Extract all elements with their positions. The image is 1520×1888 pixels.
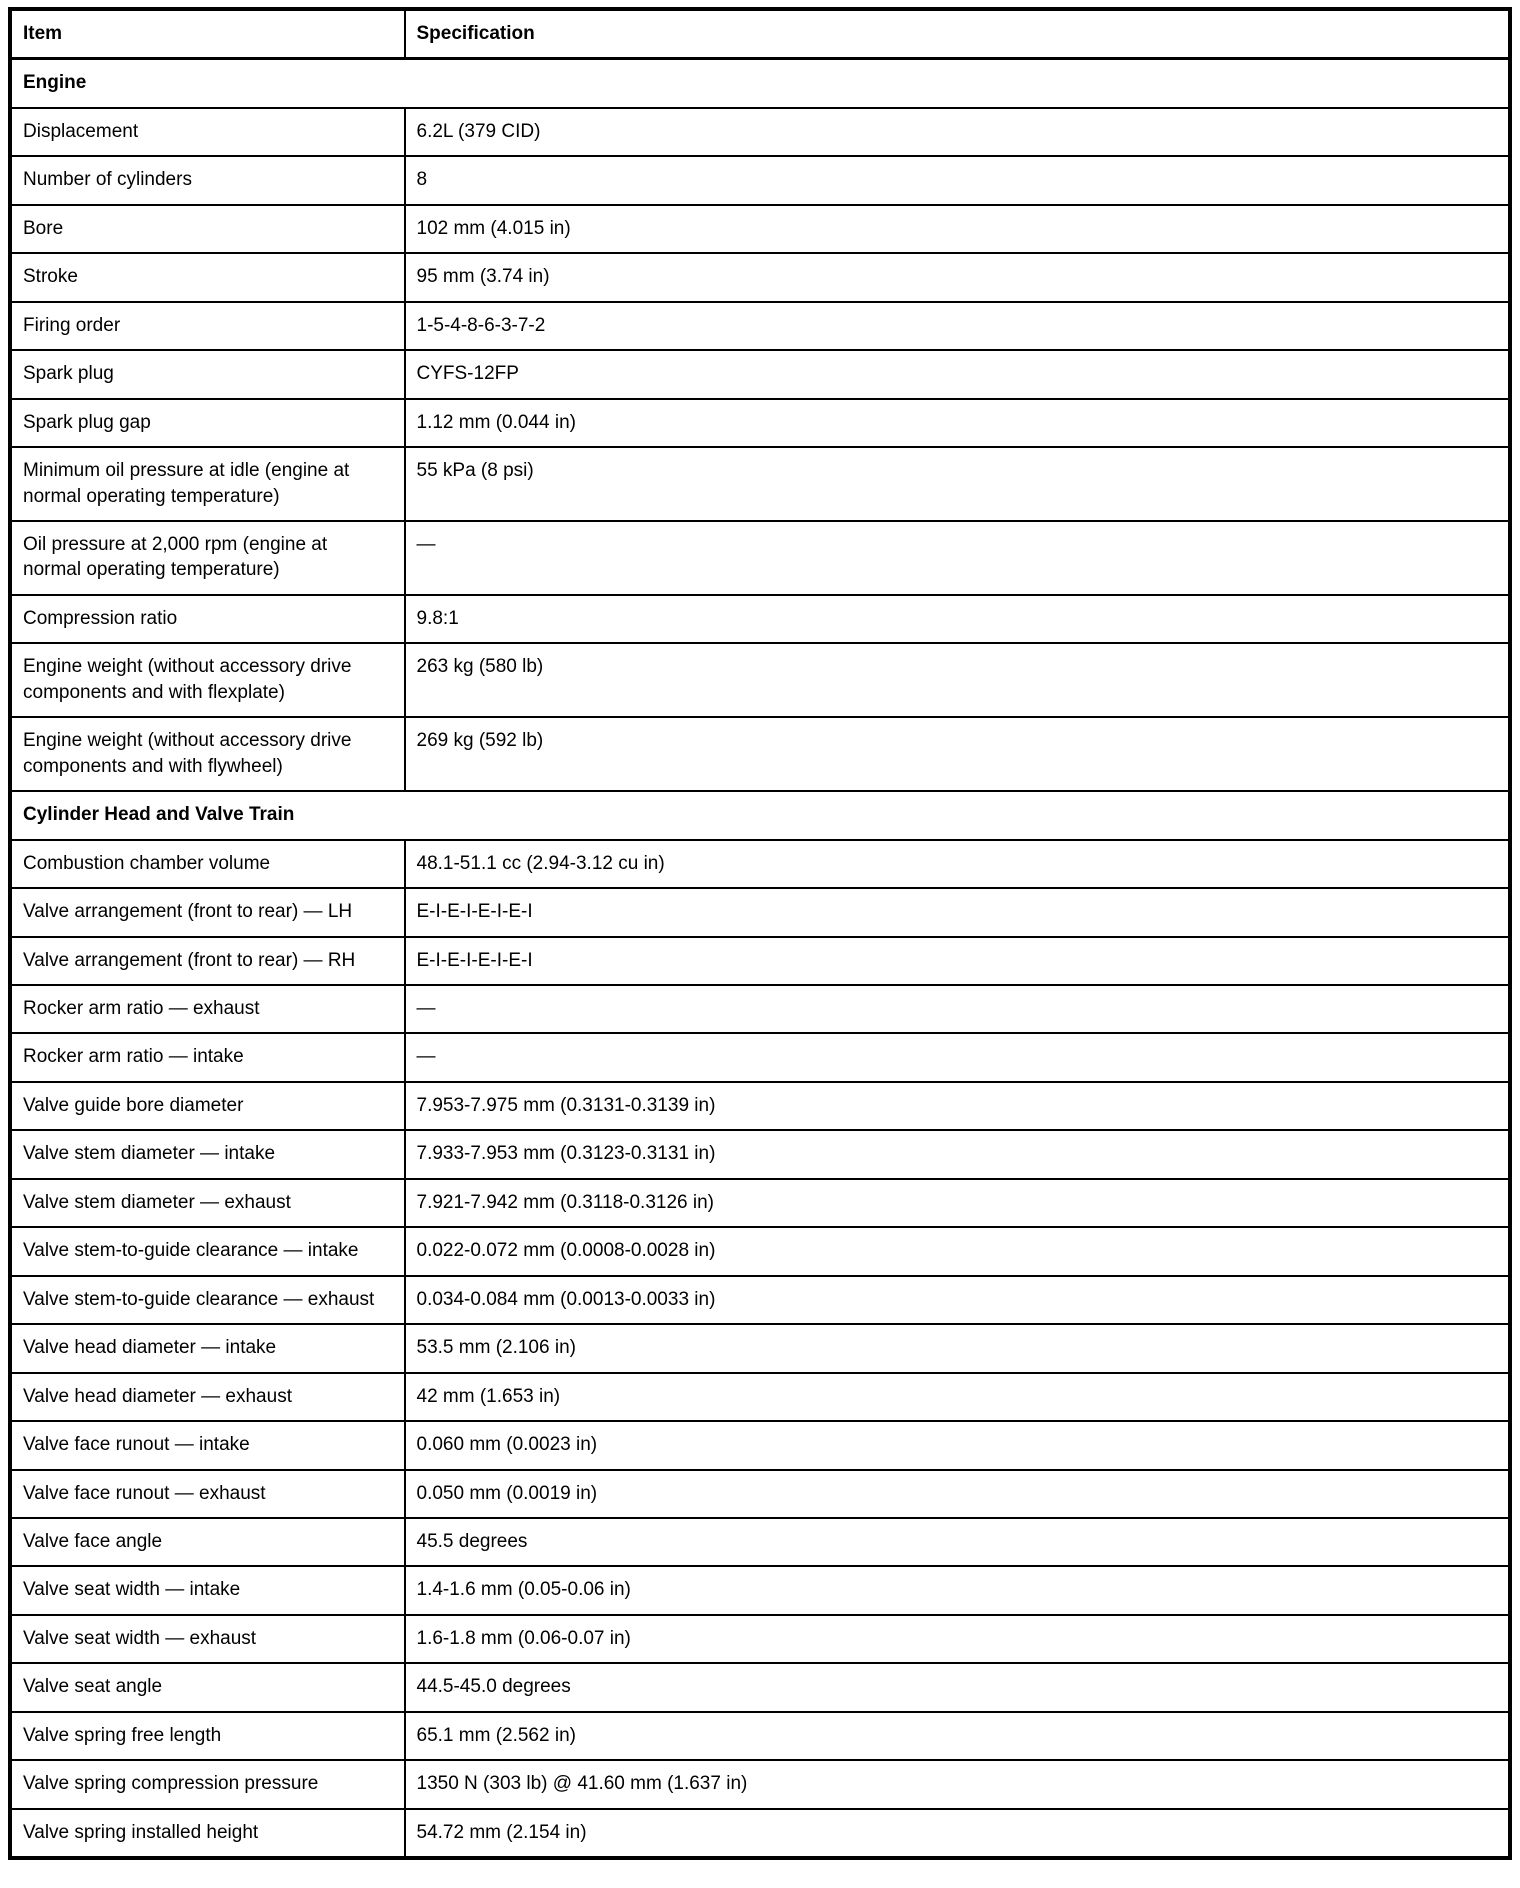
spec-cell: 95 mm (3.74 in): [405, 253, 1511, 301]
item-cell: Stroke: [10, 253, 405, 301]
spec-cell: 45.5 degrees: [405, 1518, 1511, 1566]
spec-cell: 54.72 mm (2.154 in): [405, 1809, 1511, 1858]
table-row: [10, 1663, 1510, 1711]
table-row: [10, 205, 1510, 253]
item-cell: Valve stem-to-guide clearance — exhaust: [10, 1276, 405, 1324]
spec-cell: 1-5-4-8-6-3-7-2: [405, 302, 1511, 350]
spec-cell: 7.953-7.975 mm (0.3131-0.3139 in): [405, 1082, 1511, 1130]
item-cell: Displacement: [10, 108, 405, 156]
spec-cell: E-I-E-I-E-I-E-I: [405, 888, 1511, 936]
spec-cell: 263 kg (580 lb): [405, 643, 1511, 717]
item-cell: Valve seat angle: [10, 1663, 405, 1711]
table-row: [10, 1373, 1510, 1421]
item-cell: Valve seat width — exhaust: [10, 1615, 405, 1663]
item-cell: Minimum oil pressure at idle (engine at normal operating temperature): [10, 447, 405, 521]
table-row: [10, 717, 1510, 791]
table-row: [10, 1470, 1510, 1518]
item-cell: Valve arrangement (front to rear) — LH: [10, 888, 405, 936]
item-cell: Oil pressure at 2,000 rpm (engine at normal operating temperature): [10, 521, 405, 595]
table-row: [10, 447, 1510, 521]
spec-table-body: [10, 59, 1510, 1858]
item-cell: Valve seat width — intake: [10, 1566, 405, 1614]
table-row: [10, 399, 1510, 447]
table-row: [10, 1179, 1510, 1227]
spec-cell: 65.1 mm (2.562 in): [405, 1712, 1511, 1760]
table-row: [10, 1324, 1510, 1372]
table-row: [10, 840, 1510, 888]
spec-cell: 6.2L (379 CID): [405, 108, 1511, 156]
item-cell: Valve spring free length: [10, 1712, 405, 1760]
column-header-item: Item: [10, 9, 405, 59]
table-row: [10, 1615, 1510, 1663]
item-cell: Number of cylinders: [10, 156, 405, 204]
item-cell: Combustion chamber volume: [10, 840, 405, 888]
spec-cell: 1.12 mm (0.044 in): [405, 399, 1511, 447]
spec-cell: 44.5-45.0 degrees: [405, 1663, 1511, 1711]
item-cell: Rocker arm ratio — intake: [10, 1033, 405, 1081]
spec-cell: 0.050 mm (0.0019 in): [405, 1470, 1511, 1518]
item-cell: Spark plug: [10, 350, 405, 398]
item-cell: Engine weight (without accessory drive components and with flywheel): [10, 717, 405, 791]
item-cell: Valve face runout — intake: [10, 1421, 405, 1469]
spec-cell: 48.1-51.1 cc (2.94-3.12 cu in): [405, 840, 1511, 888]
table-row: [10, 350, 1510, 398]
column-header-specification: Specification: [405, 9, 1511, 59]
spec-cell: 102 mm (4.015 in): [405, 205, 1511, 253]
spec-cell: 53.5 mm (2.106 in): [405, 1324, 1511, 1372]
spec-cell: E-I-E-I-E-I-E-I: [405, 937, 1511, 985]
item-cell: Valve head diameter — intake: [10, 1324, 405, 1372]
spec-cell: CYFS-12FP: [405, 350, 1511, 398]
table-row: [10, 1809, 1510, 1858]
spec-cell: —: [405, 985, 1511, 1033]
table-row: [10, 302, 1510, 350]
spec-cell: 9.8:1: [405, 595, 1511, 643]
spec-cell: 0.034-0.084 mm (0.0013-0.0033 in): [405, 1276, 1511, 1324]
item-cell: Valve guide bore diameter: [10, 1082, 405, 1130]
spec-cell: 55 kPa (8 psi): [405, 447, 1511, 521]
spec-cell: 0.022-0.072 mm (0.0008-0.0028 in): [405, 1227, 1511, 1275]
item-cell: Valve head diameter — exhaust: [10, 1373, 405, 1421]
item-cell: Compression ratio: [10, 595, 405, 643]
spec-cell: 8: [405, 156, 1511, 204]
table-row: [10, 1033, 1510, 1081]
table-row: [10, 1082, 1510, 1130]
spec-cell: 0.060 mm (0.0023 in): [405, 1421, 1511, 1469]
item-cell: Firing order: [10, 302, 405, 350]
table-row: [10, 1566, 1510, 1614]
spec-cell: 1.4-1.6 mm (0.05-0.06 in): [405, 1566, 1511, 1614]
table-row: [10, 156, 1510, 204]
table-row: [10, 1712, 1510, 1760]
item-cell: Valve face angle: [10, 1518, 405, 1566]
table-row: [10, 643, 1510, 717]
item-cell: Engine weight (without accessory drive components and with flexplate): [10, 643, 405, 717]
spec-cell: 1350 N (303 lb) @ 41.60 mm (1.637 in): [405, 1760, 1511, 1808]
table-row: [10, 937, 1510, 985]
table-row: [10, 521, 1510, 595]
item-cell: Valve spring installed height: [10, 1809, 405, 1858]
spec-cell: 269 kg (592 lb): [405, 717, 1511, 791]
table-row: [10, 1276, 1510, 1324]
spec-cell: 7.921-7.942 mm (0.3118-0.3126 in): [405, 1179, 1511, 1227]
item-cell: Valve arrangement (front to rear) — RH: [10, 937, 405, 985]
item-cell: Valve stem-to-guide clearance — intake: [10, 1227, 405, 1275]
table-row: [10, 985, 1510, 1033]
table-row: [10, 1130, 1510, 1178]
section-row: [10, 791, 1510, 839]
table-row: [10, 888, 1510, 936]
table-row: [10, 595, 1510, 643]
spec-table: [8, 7, 1512, 1860]
spec-cell: —: [405, 1033, 1511, 1081]
header-row: [10, 9, 1510, 59]
item-cell: Valve face runout — exhaust: [10, 1470, 405, 1518]
spec-cell: 1.6-1.8 mm (0.06-0.07 in): [405, 1615, 1511, 1663]
section-label: Cylinder Head and Valve Train: [10, 791, 1510, 839]
spec-cell: 7.933-7.953 mm (0.3123-0.3131 in): [405, 1130, 1511, 1178]
section-label: Engine: [10, 59, 1510, 108]
table-row: [10, 1760, 1510, 1808]
table-row: [10, 1421, 1510, 1469]
item-cell: Valve stem diameter — intake: [10, 1130, 405, 1178]
table-row: [10, 253, 1510, 301]
spec-cell: 42 mm (1.653 in): [405, 1373, 1511, 1421]
table-row: [10, 1518, 1510, 1566]
item-cell: Valve spring compression pressure: [10, 1760, 405, 1808]
item-cell: Bore: [10, 205, 405, 253]
table-row: [10, 1227, 1510, 1275]
item-cell: Valve stem diameter — exhaust: [10, 1179, 405, 1227]
table-row: [10, 108, 1510, 156]
spec-cell: —: [405, 521, 1511, 595]
item-cell: Spark plug gap: [10, 399, 405, 447]
section-row: [10, 59, 1510, 108]
item-cell: Rocker arm ratio — exhaust: [10, 985, 405, 1033]
